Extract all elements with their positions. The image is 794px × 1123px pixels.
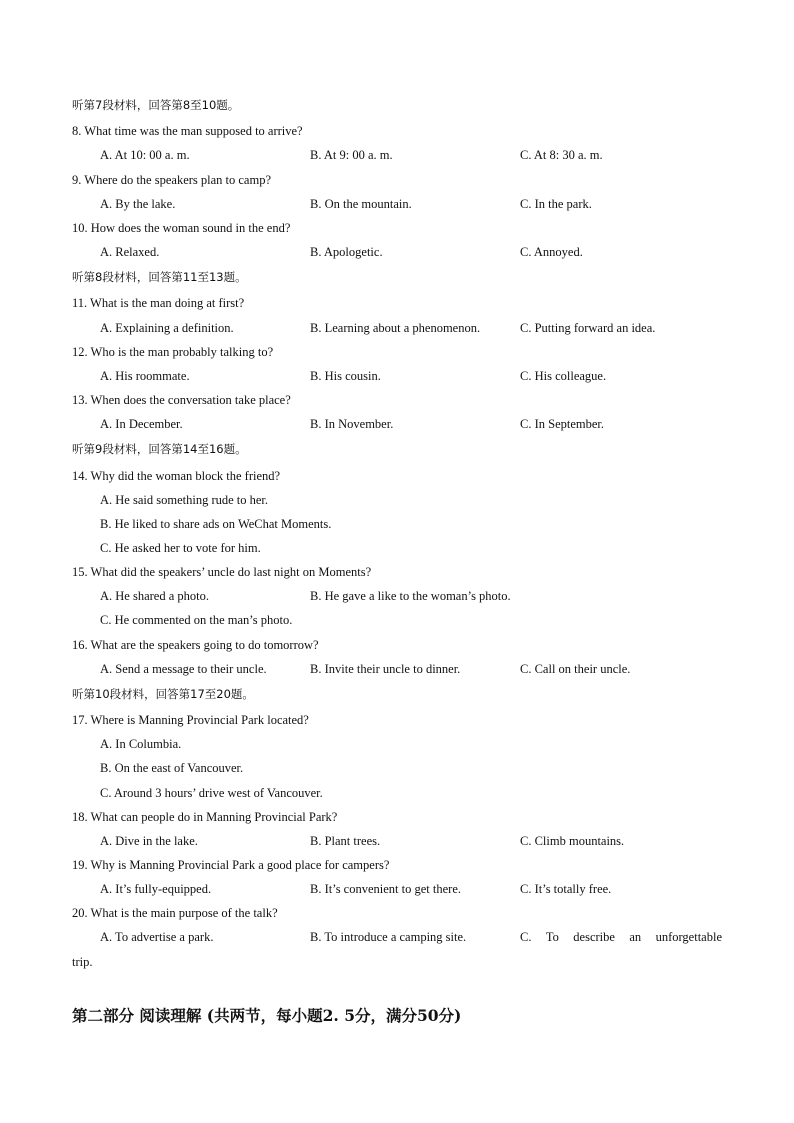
- q20-option-b: B. To introduce a camping site.: [310, 930, 467, 944]
- q20-option-c-word: C.: [520, 930, 532, 944]
- question-11: 11. What is the man doing at first?: [72, 296, 245, 310]
- q11-option-c: C. Putting forward an idea.: [520, 321, 656, 335]
- question-14: 14. Why did the woman block the friend?: [72, 469, 281, 483]
- q9-option-c: C. In the park.: [520, 197, 592, 211]
- q14-option-a: A. He said something rude to her.: [100, 493, 269, 507]
- question-8: 8. What time was the man supposed to arrive?: [72, 124, 303, 138]
- q15-option-a: A. He shared a photo.: [100, 589, 209, 603]
- q9-option-b: B. On the mountain.: [310, 197, 412, 211]
- q11-option-b: B. Learning about a phenomenon.: [310, 321, 481, 335]
- section-heading-9: 听第9段材料，回答第14至16题。: [72, 442, 247, 456]
- q8-option-c: C. At 8: 30 a. m.: [520, 148, 603, 162]
- q13-option-a: A. In December.: [100, 417, 183, 431]
- q19-option-b: B. It’s convenient to get there.: [310, 882, 462, 896]
- q20-option-a: A. To advertise a park.: [100, 930, 214, 944]
- question-20: 20. What is the main purpose of the talk?: [72, 906, 278, 920]
- q10-option-a: A. Relaxed.: [100, 245, 160, 259]
- q14-option-b: B. He liked to share ads on WeChat Moments.: [100, 517, 332, 531]
- q20-option-c-word: an: [629, 930, 642, 944]
- q20-option-c: [520, 929, 722, 945]
- q8-option-b: B. At 9: 00 a. m.: [310, 148, 393, 162]
- q20-option-c-word: To: [545, 930, 559, 944]
- q16-option-b: B. Invite their uncle to dinner.: [310, 662, 461, 676]
- q18-option-b: B. Plant trees.: [310, 834, 381, 848]
- question-12: 12. Who is the man probably talking to?: [72, 345, 274, 359]
- question-15: 15. What did the speakers’ uncle do last night on Moments?: [72, 565, 372, 579]
- q13-option-c: C. In September.: [520, 417, 605, 431]
- q14-option-c: C. He asked her to vote for him.: [100, 541, 261, 555]
- q12-option-b: B. His cousin.: [310, 369, 381, 383]
- q15-option-b: B. He gave a like to the woman’s photo.: [310, 589, 511, 603]
- part-two-heading: 第二部分 阅读理解 (共两节，每小题2. 5分，满分50分): [72, 1006, 462, 1025]
- q18-option-c: C. Climb mountains.: [520, 834, 625, 848]
- question-17: 17. Where is Manning Provincial Park located?: [72, 713, 309, 727]
- q11-option-a: A. Explaining a definition.: [100, 321, 234, 335]
- q17-option-b: B. On the east of Vancouver.: [100, 761, 244, 775]
- q9-option-a: A. By the lake.: [100, 197, 176, 211]
- q12-option-c: C. His colleague.: [520, 369, 607, 383]
- q10-option-b: B. Apologetic.: [310, 245, 383, 259]
- q17-option-c: C. Around 3 hours’ drive west of Vancouver.: [100, 786, 323, 800]
- q19-option-a: A. It’s fully-equipped.: [100, 882, 212, 896]
- question-10: 10. How does the woman sound in the end?: [72, 221, 291, 235]
- q20-option-c-word: describe: [573, 930, 615, 944]
- q10-option-c: C. Annoyed.: [520, 245, 583, 259]
- q20-option-c-continuation: trip.: [72, 955, 93, 969]
- question-18: 18. What can people do in Manning Provincial Park?: [72, 810, 338, 824]
- q20-option-c-word: unforgettable: [655, 930, 722, 944]
- q16-option-a: A. Send a message to their uncle.: [100, 662, 267, 676]
- q15-option-c: C. He commented on the man’s photo.: [100, 613, 293, 627]
- section-heading-8: 听第8段材料，回答第11至13题。: [72, 270, 247, 284]
- question-9: 9. Where do the speakers plan to camp?: [72, 173, 271, 187]
- q12-option-a: A. His roommate.: [100, 369, 190, 383]
- question-13: 13. When does the conversation take place?: [72, 393, 291, 407]
- question-19: 19. Why is Manning Provincial Park a good place for campers?: [72, 858, 390, 872]
- q17-option-a: A. In Columbia.: [100, 737, 182, 751]
- q8-option-a: A. At 10: 00 a. m.: [100, 148, 190, 162]
- section-heading-10: 听第10段材料，回答第17至20题。: [72, 687, 254, 701]
- q13-option-b: B. In November.: [310, 417, 394, 431]
- question-16: 16. What are the speakers going to do tomorrow?: [72, 638, 319, 652]
- q16-option-c: C. Call on their uncle.: [520, 662, 631, 676]
- q19-option-c: C. It’s totally free.: [520, 882, 612, 896]
- q18-option-a: A. Dive in the lake.: [100, 834, 198, 848]
- section-heading-7: 听第7段材料，回答第8至10题。: [72, 98, 240, 112]
